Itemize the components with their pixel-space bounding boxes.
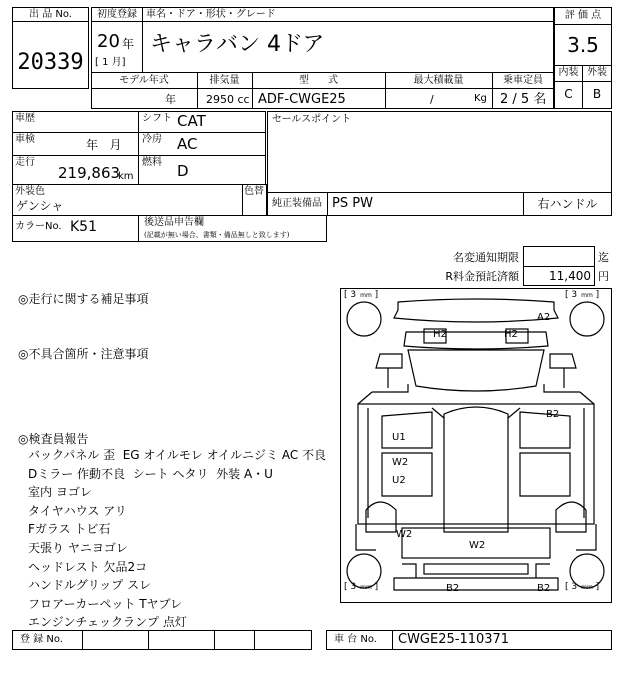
driving-notes-title: ◎走行に関する補足事項 (18, 292, 149, 306)
exterior-label: 外装 (587, 67, 607, 78)
tire-tread-unit: mm (360, 584, 372, 591)
front-panel-shape (404, 329, 548, 349)
inspector-line: 室内 ヨゴレ (28, 485, 92, 500)
mirror-right (550, 354, 576, 368)
mileage-label: 走行 (15, 157, 35, 168)
rear-bumper (394, 578, 558, 590)
color-no-label: カラーNo. (15, 221, 62, 232)
fuel-label: 燃料 (142, 157, 162, 168)
tire-tread-value: 3 (350, 290, 357, 300)
door-right-rear (520, 453, 570, 496)
post-docs-label: 後送品申告欄 (144, 217, 204, 228)
max-load-label: 最大積載量 (413, 75, 464, 86)
type: ADF-CWGE25 (258, 92, 346, 107)
tire-tread-label: [ 3 mm ] (565, 290, 600, 300)
inspector-line: バックパネル 歪 EG オイルモレ オイルニジミ AC 不良 (28, 448, 327, 462)
lot-no-label: 出 品 No. (29, 9, 72, 20)
first-reg-year-unit: 年 (122, 37, 135, 51)
damage-diagram (340, 288, 612, 603)
damage-mark: A2 (537, 312, 551, 323)
rear-quarter-right (556, 502, 586, 532)
model-year-unit: 年 (165, 93, 176, 106)
tire-tread-value: 3 (350, 582, 357, 592)
damage-mark: W2 (469, 540, 486, 551)
reg-no-divider-2 (148, 630, 149, 650)
score: 3.5 (567, 33, 599, 57)
inspector-line: 天張り ヤニヨゴレ (28, 541, 128, 555)
damage-mark: W2 (392, 457, 409, 468)
recycle: 11,400 (549, 269, 591, 283)
recycle-label: R料金預託済額 (445, 270, 519, 283)
rear-plate (424, 564, 528, 574)
sales-point-label: セールスポイント (272, 114, 352, 125)
fuel: D (177, 162, 189, 180)
first-reg-month: [ 1 月] (95, 57, 126, 68)
front-bumper-shape (394, 299, 558, 322)
chassis-label: 車 台 No. (334, 634, 377, 645)
damage-mark: B2 (546, 409, 560, 420)
damage-mark: W2 (396, 529, 413, 540)
notice-cell (523, 246, 595, 267)
interior-label: 内装 (558, 67, 579, 78)
tire-tread-label: [ 3 mm ] (565, 582, 600, 592)
recycle-unit: 円 (598, 270, 609, 283)
reg-no-divider-4 (254, 630, 255, 650)
roof-shape (444, 407, 508, 532)
inspector-line: Dミラー 作動不良 シート ヘタリ 外装 A・U (28, 466, 273, 481)
max-load: / (430, 93, 434, 106)
tire-front-left (347, 302, 381, 336)
damage-mark: U2 (392, 475, 406, 486)
mirror-left (376, 354, 402, 368)
tire-tread-value: 3 (571, 582, 578, 592)
ac: AC (177, 135, 198, 153)
reg-no-divider-3 (214, 630, 215, 650)
car-name-label: 車名・ドア・形状・グレード (146, 9, 276, 20)
shift-label: シフト (142, 113, 172, 124)
notice-label: 名変通知期限 (453, 251, 519, 264)
rear-quarter-left (366, 502, 396, 532)
post-docs-note: (記載が無い場合、書類・備品無しと致します) (144, 231, 290, 239)
car-name: キャラバン 4ドア (150, 32, 325, 57)
damage-mark: H2 (433, 329, 447, 340)
capacity: 2 / 5 名 (500, 92, 547, 107)
ac-label: 冷房 (142, 134, 162, 145)
reg-no-label: 登 録 No. (20, 634, 63, 645)
inspector-line: ハンドルグリップ スレ (28, 578, 152, 593)
inspector-line: ヘッドレスト 欠品2コ (28, 559, 148, 574)
tire-tread-unit: mm (581, 292, 593, 299)
color: ゲンシャ (16, 199, 64, 213)
inspector-line: エンジンチェックランプ 点灯 (28, 615, 187, 630)
door-left-front (382, 412, 432, 448)
equipment-label: 純正装備品 (272, 198, 322, 209)
first-reg-label: 初度登録 (97, 9, 137, 20)
reg-no-divider-1 (82, 630, 83, 650)
tire-tread-unit: mm (581, 584, 593, 591)
shift: CAT (177, 112, 206, 130)
damage-mark: B2 (446, 583, 460, 594)
repaint-label: 色替 (244, 186, 264, 197)
first-reg-year: 20 (97, 31, 120, 52)
model-year-label: モデル年式 (119, 75, 169, 86)
color-no: K51 (70, 219, 97, 235)
damage-mark: H2 (504, 329, 518, 340)
equipment: PS PW (332, 196, 373, 211)
damage-mark: B2 (537, 583, 551, 594)
displacement-label: 排気量 (209, 75, 240, 86)
capacity-label: 乗車定員 (503, 75, 543, 86)
inspector-line: Fガラス トビ石 (28, 522, 111, 537)
history-label: 車歴 (15, 113, 35, 124)
tire-tread-label: [ 3 mm ] (344, 582, 379, 592)
mileage-unit: km (118, 171, 134, 182)
shaken-label: 車検 (15, 134, 35, 145)
displacement: 2950 cc (206, 93, 250, 106)
inspector-title: ◎検査員報告 (18, 432, 89, 446)
inspector-line: フロアーカーペット Tヤブレ (28, 596, 183, 611)
door-right-front (520, 409, 570, 448)
inspector-line: タイヤハウス アリ (28, 503, 127, 518)
windshield-shape (408, 350, 544, 391)
handle: 右ハンドル (537, 197, 598, 211)
tire-tread-label: [ 3 mm ] (344, 290, 379, 300)
type-label: 型 式 (298, 75, 339, 86)
color-label: 外装色 (15, 186, 45, 197)
lot-no: 20339 (17, 50, 84, 75)
exterior-grade: B (592, 87, 602, 101)
damage-mark: U1 (392, 432, 406, 443)
body-corners (358, 392, 594, 404)
chassis-divider (392, 630, 393, 650)
mileage: 219,863 (58, 164, 121, 182)
diagram-frame (341, 289, 612, 603)
tire-tread-unit: mm (360, 292, 372, 299)
chassis-no: CWGE25-110371 (398, 632, 510, 647)
max-load-unit: Kg (474, 93, 487, 104)
equipment-divider (327, 192, 328, 216)
tire-front-right (570, 302, 604, 336)
score-label: 評 価 点 (564, 10, 602, 21)
tire-tread-value: 3 (571, 290, 578, 300)
shaken-value: 年 月 (86, 138, 122, 152)
interior-grade: C (564, 87, 573, 101)
notice-unit: 迄 (598, 251, 609, 264)
defects-title: ◎不具合箇所・注意事項 (18, 347, 149, 361)
